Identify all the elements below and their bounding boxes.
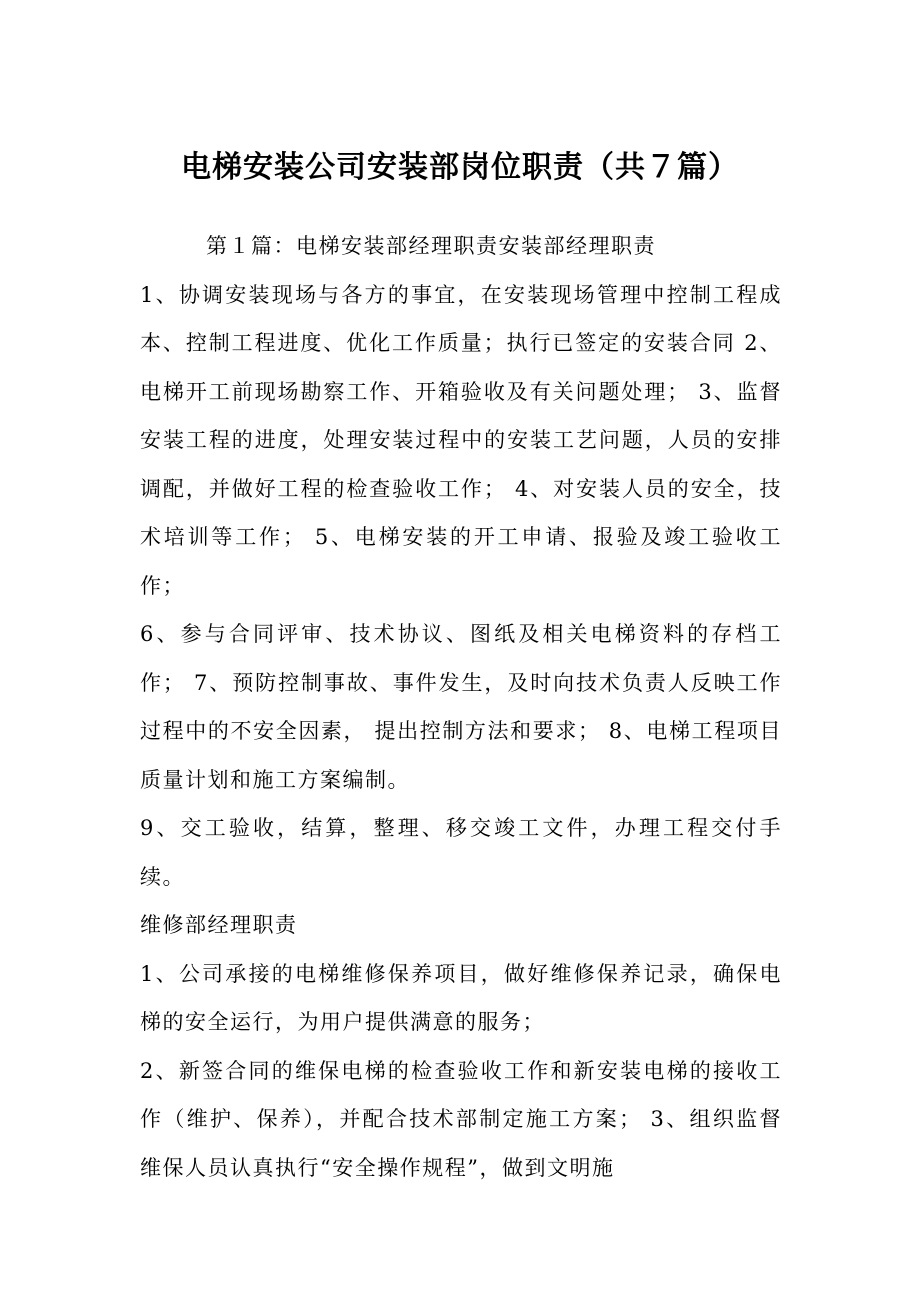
paragraph-install-duties-3: 9、交工验收，结算，整理、移交竣工文件，办理工程交付手续。: [140, 816, 782, 889]
paragraph-maintenance-duties-1: 1、公司承接的电梯维修保养项目，做好维修保养记录，确保电梯的安全运行，为用户提供满意的服务；: [140, 961, 782, 1034]
document-title: 电梯安装公司安装部岗位职责（共７篇）: [181, 150, 739, 185]
document-body: [140, 222, 782, 1192]
paragraph-maintenance-duties-2: 2、新签合同的维保电梯的检查验收工作和新安装电梯的接收工作（维护、保养），并配合技术部制定施工方案； 3、组织监督维保人员认真执行“安全操作规程”，做到文明施: [140, 1058, 782, 1180]
paragraph-maintenance-heading: 维修部经理职责: [140, 913, 298, 937]
paragraph-install-duties-1: 1、协调安装现场与各方的事宜，在安装现场管理中控制工程成本、控制工程进度、优化工作质量；执行已签定的安装合同 2、电梯开工前现场勘察工作、开箱验收及有关问题处理； 3、监督安装工程的进度，处理安装过程中的安装工艺问题，人员的安排调配，并做好工程的检查验收工作； 4、对安装人员的安全，技术培训等工作； 5、电梯安装的开工申请、报验及竣工验收工作；: [140, 282, 782, 598]
paragraph-chapter-heading: 第１篇：电梯安装部经理职责安装部经理职责: [206, 234, 656, 258]
paragraph-install-duties-2: 6、参与合同评审、技术协议、图纸及相关电梯资料的存档工作； 7、预防控制事故、事件发生，及时向技术负责人反映工作过程中的不安全因素， 提出控制方法和要求； 8、电梯工程项目质量计划和施工方案编制。: [140, 622, 782, 792]
